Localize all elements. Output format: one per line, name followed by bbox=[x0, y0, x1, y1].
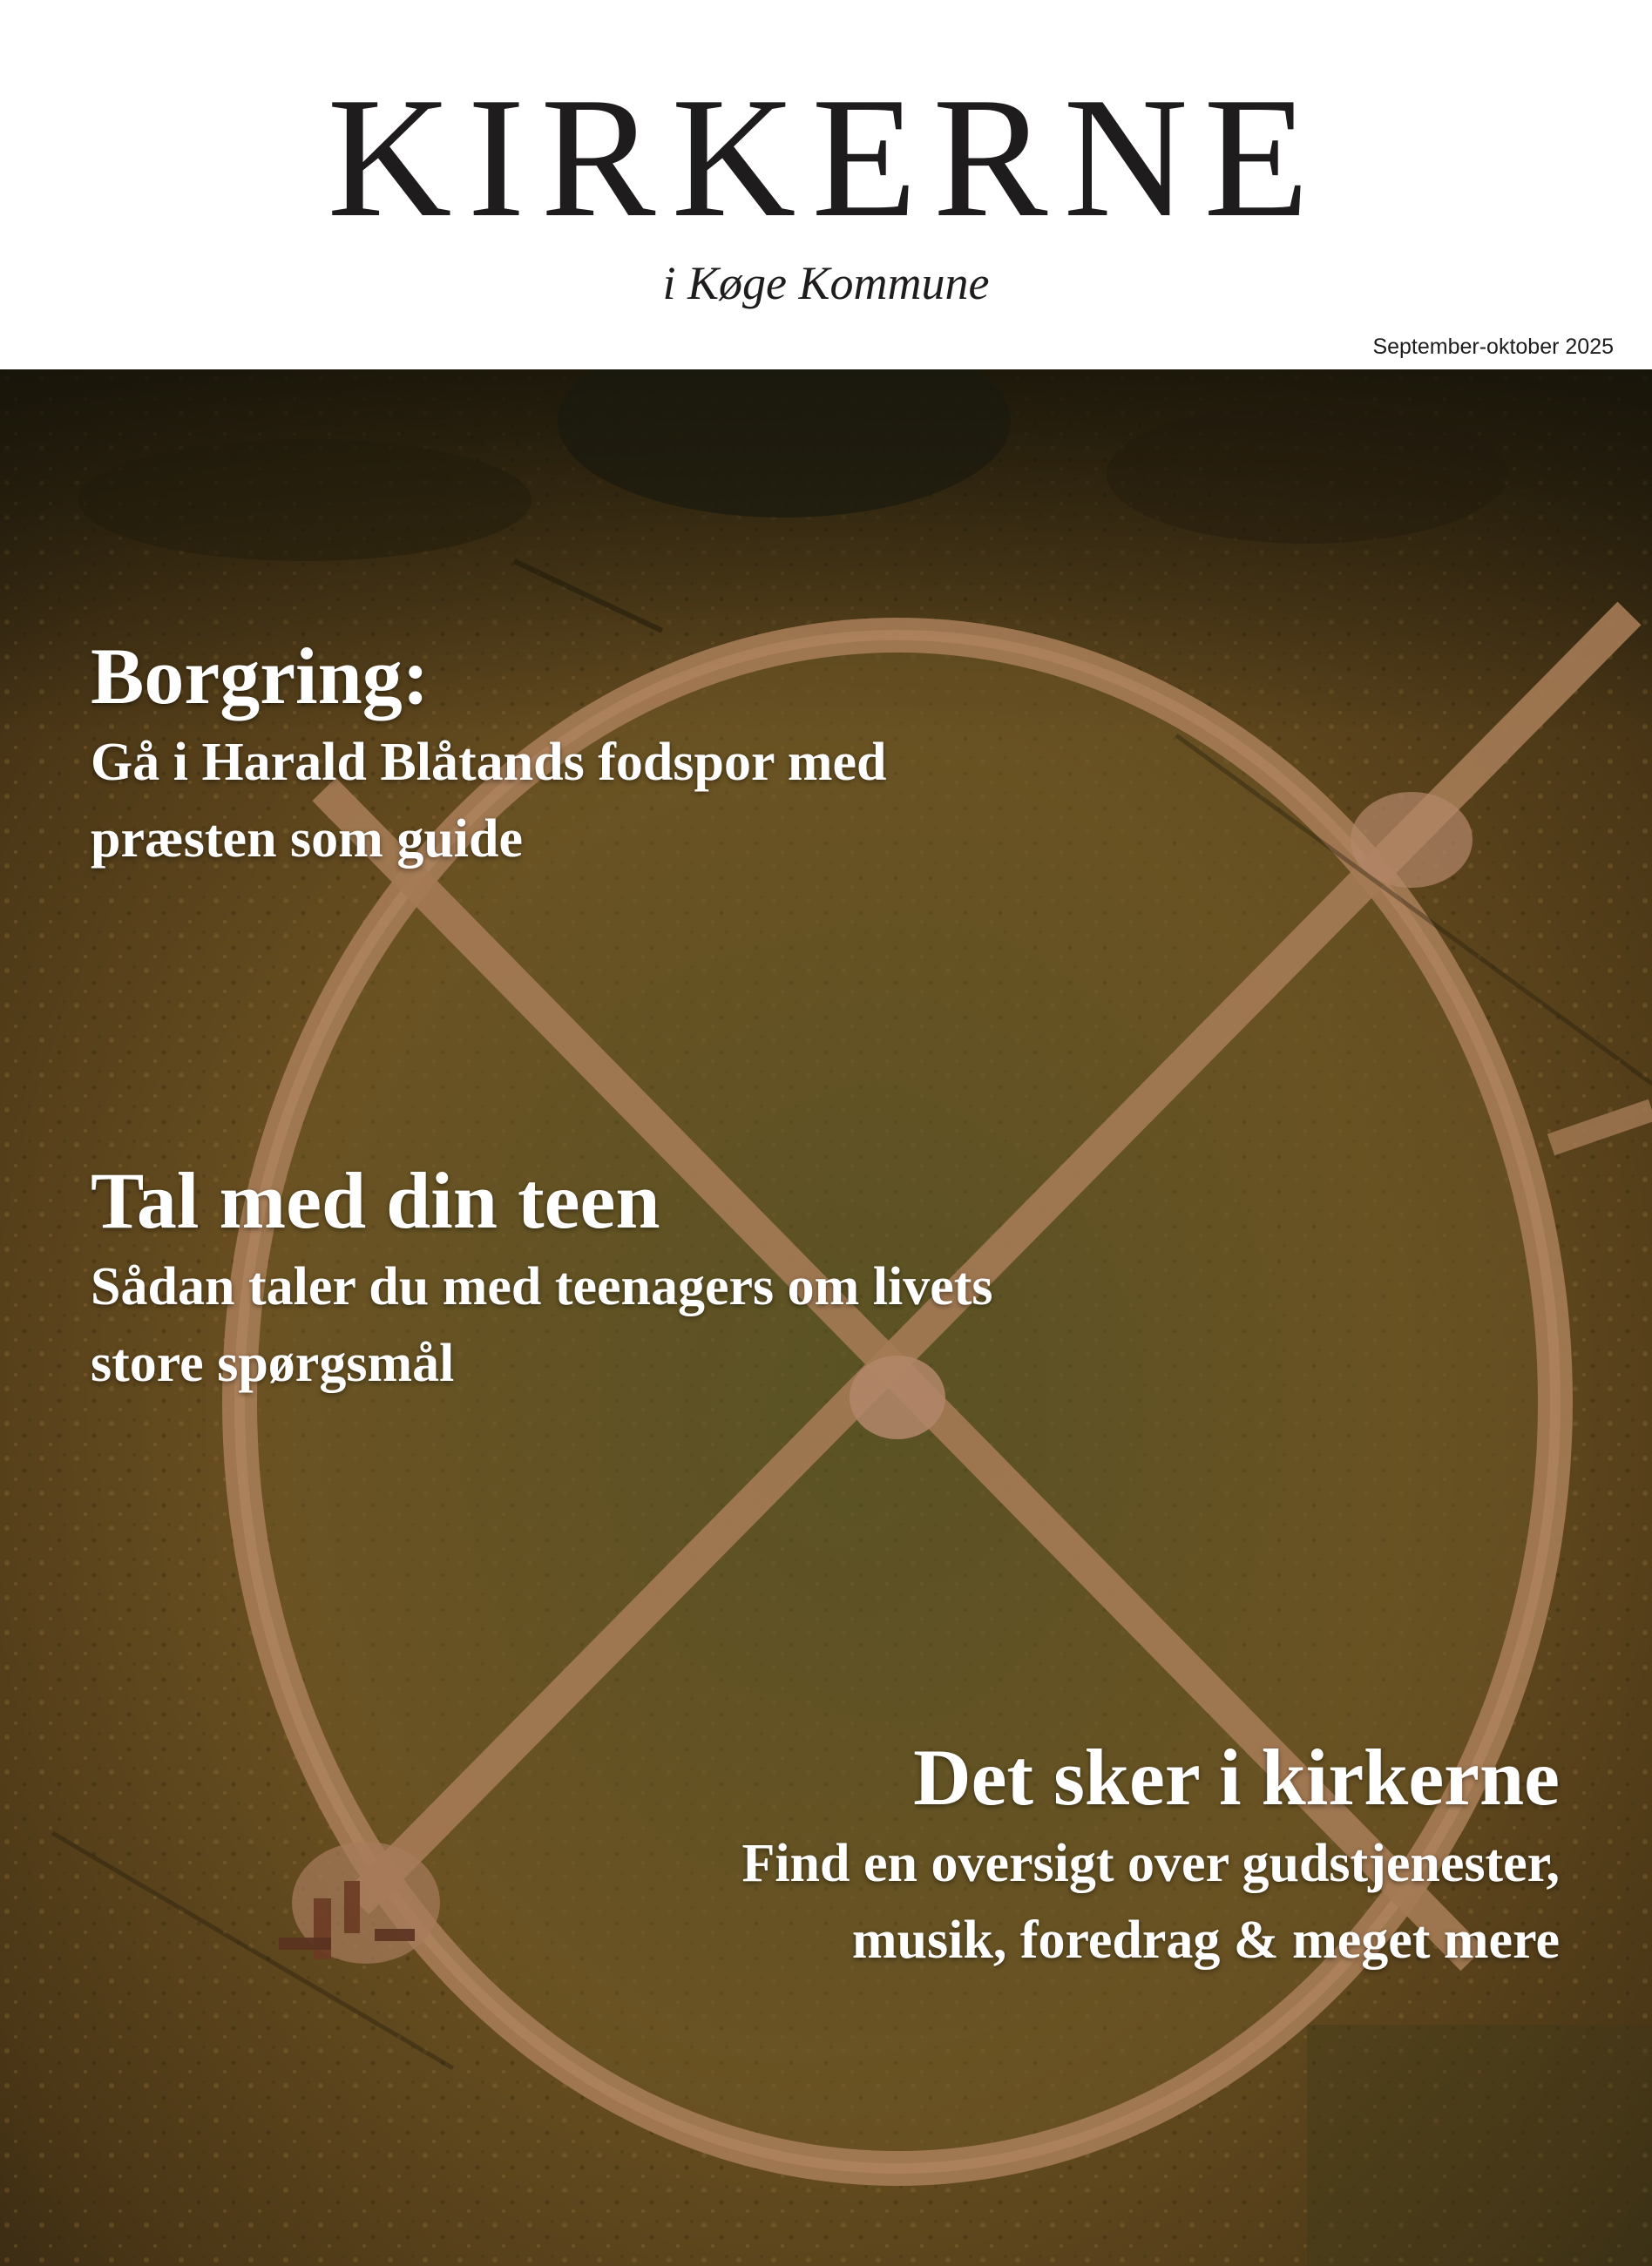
magazine-logo: KIRKERNE bbox=[327, 62, 1325, 253]
headline-title: Tal med din teen bbox=[91, 1156, 660, 1245]
headline-title: Borgring: bbox=[91, 632, 430, 720]
headline-subtitle: Gå i Harald Blåtands fodspor med præsten som guide bbox=[91, 732, 887, 869]
magazine-subtitle: i Køge Kommune bbox=[662, 257, 990, 309]
headline-subtitle: Find en oversigt over gudstjenester, musik, foredrag & meget mere bbox=[741, 1833, 1560, 1970]
headline-title: Det sker i kirkerne bbox=[913, 1733, 1560, 1822]
headline-borgring[interactable] bbox=[91, 634, 962, 877]
headline-events[interactable] bbox=[601, 1735, 1560, 1979]
headline-teen[interactable] bbox=[91, 1156, 1049, 1402]
issue-date: September-oktober 2025 bbox=[1372, 335, 1614, 359]
headline-subtitle: Sådan taler du med teenagers om livets store spørgsmål bbox=[91, 1256, 993, 1393]
masthead bbox=[0, 0, 1652, 369]
